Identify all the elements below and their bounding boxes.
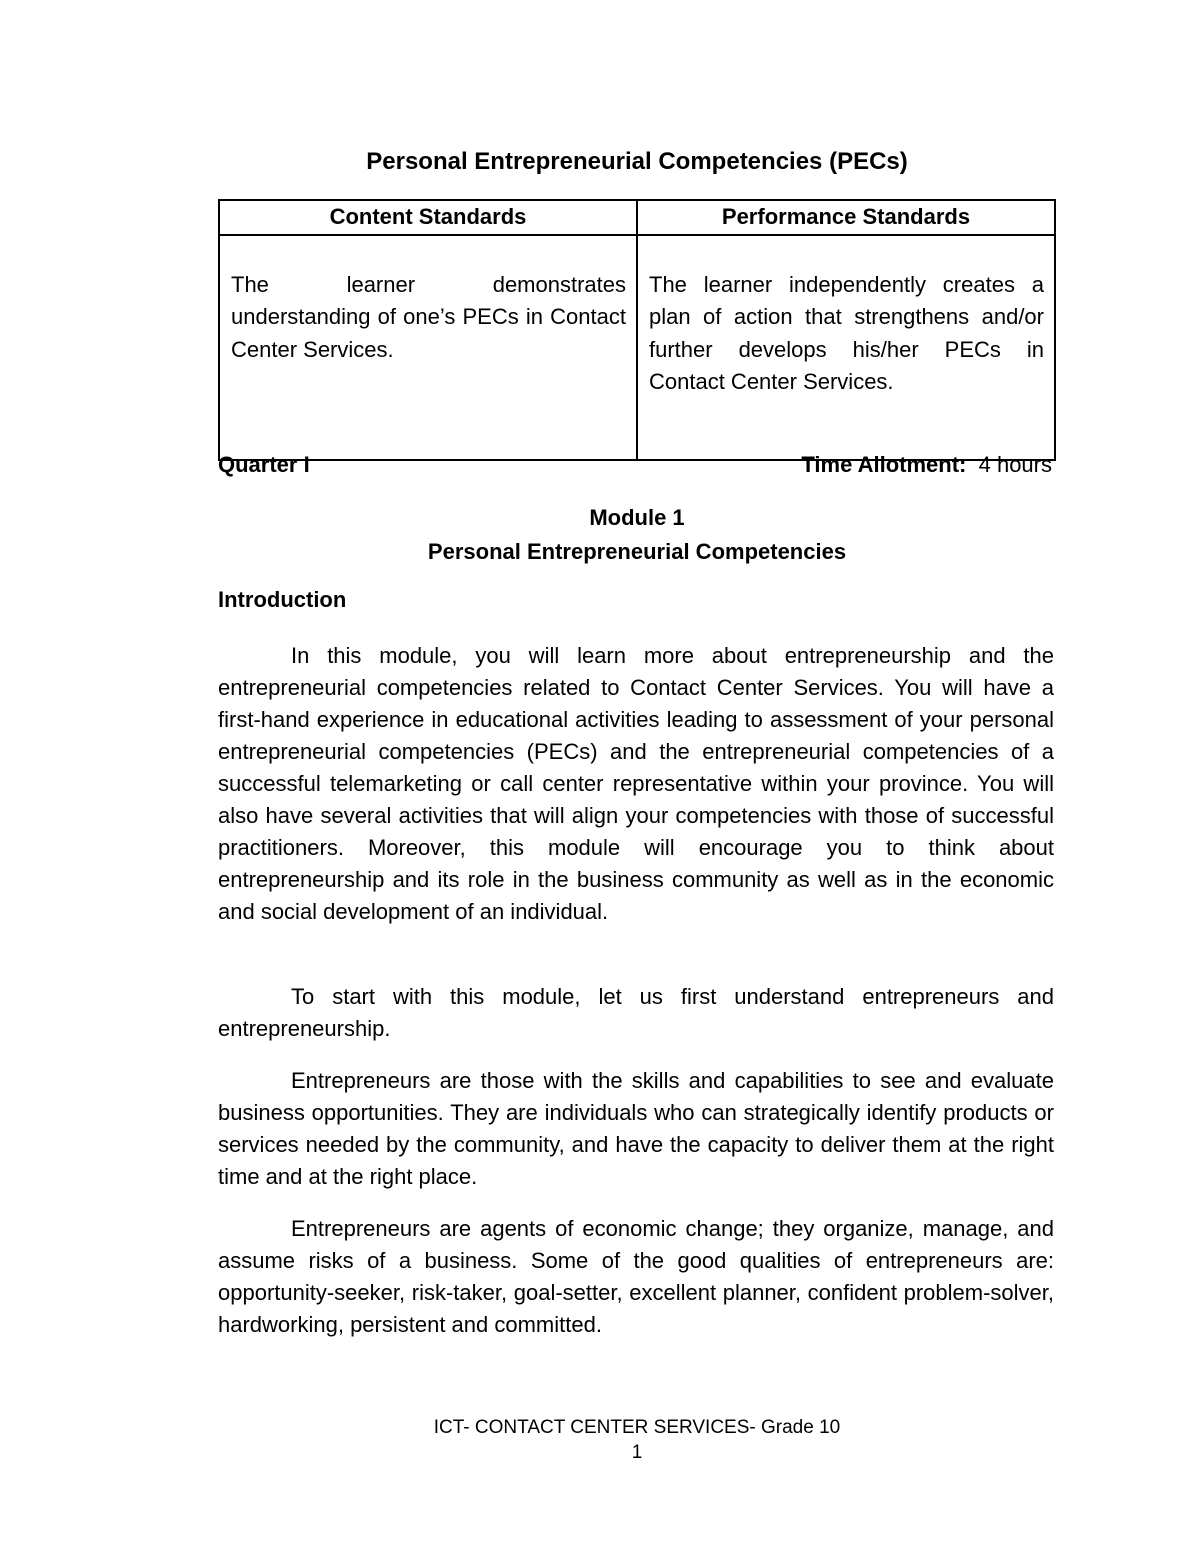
intro-paragraph-2: To start with this module, let us first understand entrepreneurs and entrepreneurship.: [218, 984, 1054, 1041]
standards-table: [218, 199, 1056, 461]
intro-paragraph-3: Entrepreneurs are those with the skills and capabilities to see and evaluate business opportunities. They are individuals who can strategically identify products or services needed by the community, and have the capacity to deliver them at the right time and at the right place.: [218, 1068, 1054, 1189]
content-standards-cell: The learner demonstrates understanding of one’s PECs in Contact Center Services.: [219, 235, 637, 460]
content-standards-header: Content Standards: [219, 200, 637, 235]
time-allotment: [801, 450, 1052, 480]
page-number: 1: [631, 1442, 643, 1463]
introduction-heading: Introduction: [218, 587, 347, 612]
footer-course: ICT- CONTACT CENTER SERVICES- Grade 10: [433, 1417, 841, 1438]
quarter-label: Quarter I: [218, 452, 310, 477]
table-row: [219, 235, 1055, 460]
table-header-row: [219, 200, 1055, 235]
module-number: Module 1: [589, 505, 685, 530]
performance-standards-header: Performance Standards: [637, 200, 1055, 235]
intro-paragraph-1: In this module, you will learn more about entrepreneurship and the entrepreneurial competencies related to Contact Center Services. You will have a first-hand experience in educational activities leading to assessment of your personal entrepreneurial competencies (PECs) and the entrepreneurial competencies of a successful telemarketing or call center representative within your province. You will also have several activities that will align your competencies with those of successful practitioners. Moreover, this module will encourage you to think about entrepreneurship and its role in the business community as well as in the economic and social development of an individual.: [218, 643, 1054, 924]
time-allotment-label: Time Allotment:: [801, 452, 967, 477]
module-title: Personal Entrepreneurial Competencies: [427, 539, 847, 564]
time-allotment-value: 4 hours: [978, 452, 1052, 477]
performance-standards-cell: The learner independently creates a plan of action that strengthens and/or further develops his/her PECs in Contact Center Services.: [637, 235, 1055, 460]
intro-paragraph-4: Entrepreneurs are agents of economic change; they organize, manage, and assume risks of a business. Some of the good qualities of entrepreneurs are: opportunity-seeker, risk-taker, goal-setter, excellent planner, confident problem-solver, hardworking, persistent and committed.: [218, 1216, 1054, 1337]
page-title: Personal Entrepreneurial Competencies (PECs): [366, 148, 908, 175]
